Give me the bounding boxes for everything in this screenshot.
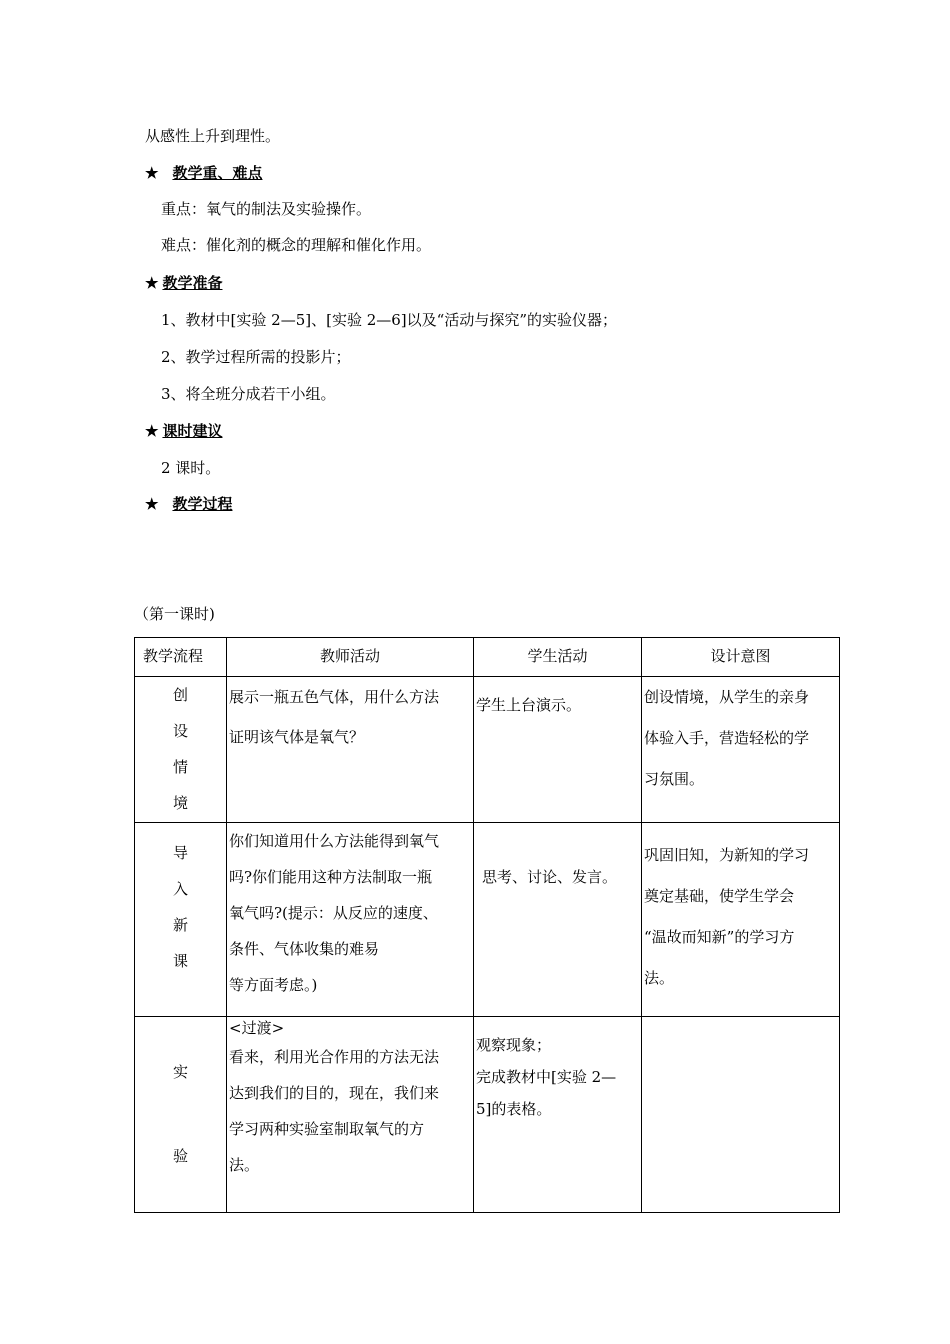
teaching-flow-table — [134, 637, 840, 1213]
header-cell-student: 学生活动 — [474, 638, 642, 677]
cell-line: 你们知道用什么方法能得到氧气 — [229, 832, 440, 850]
cell-line: 体验入手，营造轻松的学 — [644, 729, 810, 747]
section-heading-key-points — [145, 163, 262, 183]
cell-line: 展示一瓶五色气体，用什么方法 — [229, 688, 440, 706]
star-icon: ★ — [145, 495, 159, 513]
stage-char: 验 — [172, 1147, 188, 1165]
stage-char: 导 — [172, 844, 188, 862]
cell-line: 观察现象； — [476, 1036, 552, 1054]
student-activity-cell — [474, 677, 642, 823]
stage-char: 情 — [172, 758, 188, 776]
section-title: 教学重、难点 — [172, 164, 263, 182]
table-row — [135, 1017, 840, 1213]
section-title: 教学过程 — [172, 495, 233, 513]
stage-char: 新 — [172, 916, 188, 934]
cell-line: 氧气吗?(提示：从反应的速度、 — [229, 904, 438, 922]
stage-char: 入 — [172, 880, 188, 898]
section-title: 教学准备 — [162, 274, 223, 292]
student-activity-cell — [474, 1017, 642, 1213]
cell-line: 学习两种实验室制取氧气的方 — [229, 1120, 425, 1138]
cell-line: 奠定基础，使学生学会 — [644, 887, 795, 905]
design-intent-cell — [642, 1017, 840, 1213]
header-cell-flow: 教学流程 — [135, 638, 227, 677]
stage-char: 境 — [172, 794, 188, 812]
cell-line: 法。 — [644, 969, 675, 987]
cell-line: 思考、讨论、发言。 — [482, 868, 618, 886]
table-header-row — [135, 638, 840, 677]
cell-line: 学生上台演示。 — [476, 696, 582, 714]
teacher-activity-cell — [227, 677, 474, 823]
difficulty-text: 难点：催化剂的概念的理解和催化作用。 — [161, 236, 432, 254]
cell-line: 法。 — [229, 1156, 260, 1174]
cell-line: 看来，利用光合作用的方法无法 — [229, 1048, 440, 1066]
stage-char: 课 — [172, 952, 188, 970]
cell-line: “温故而知新”的学习方 — [644, 928, 795, 946]
student-activity-cell — [474, 823, 642, 1017]
table-row — [135, 823, 840, 1017]
prep-item: 1、教材中[实验 2—5]、[实验 2—6]以及“活动与探究”的实验仪器； — [161, 311, 618, 329]
stage-cell — [135, 823, 227, 1017]
teacher-activity-cell — [227, 1017, 474, 1213]
stage-char: 创 — [172, 686, 188, 704]
cell-line: 巩固旧知，为新知的学习 — [644, 846, 810, 864]
star-icon: ★ — [145, 274, 159, 292]
cell-line: 条件、气体收集的难易 — [229, 940, 380, 958]
prep-item: 3、将全班分成若干小组。 — [161, 385, 336, 403]
lesson-label: （第一课时) — [134, 605, 215, 623]
stage-cell — [135, 677, 227, 823]
cell-line: 等方面考虑。) — [229, 976, 318, 994]
design-intent-cell — [642, 677, 840, 823]
cell-line: 习氛围。 — [644, 770, 705, 788]
prep-item: 2、教学过程所需的投影片； — [161, 348, 351, 366]
stage-cell — [135, 1017, 227, 1213]
focus-text: 重点：氧气的制法及实验操作。 — [161, 200, 372, 218]
section-heading-process — [145, 494, 232, 514]
stage-char: 实 — [172, 1063, 188, 1081]
cell-line: 证明该气体是氧气？ — [229, 728, 365, 746]
teacher-activity-cell — [227, 823, 474, 1017]
section-title: 课时建议 — [162, 422, 223, 440]
stage-char: 设 — [172, 722, 188, 740]
design-intent-cell — [642, 823, 840, 1017]
header-cell-teacher: 教师活动 — [227, 638, 474, 677]
table-row — [135, 677, 840, 823]
star-icon: ★ — [145, 164, 159, 182]
section-heading-hours — [145, 421, 222, 441]
cell-line: <过渡> — [229, 1019, 285, 1037]
cell-line: 完成教材中[实验 2— — [476, 1068, 617, 1086]
header-cell-intent: 设计意图 — [642, 638, 840, 677]
cell-line: 达到我们的目的，现在，我们来 — [229, 1084, 440, 1102]
intro-line: 从感性上升到理性。 — [145, 127, 281, 145]
star-icon: ★ — [145, 422, 159, 440]
cell-line: 创设情境，从学生的亲身 — [644, 688, 810, 706]
cell-line: 吗?你们能用这种方法制取一瓶 — [229, 868, 433, 886]
stage-spacer — [135, 1093, 226, 1135]
hours-value: 2 课时。 — [161, 459, 221, 477]
section-heading-preparation — [145, 273, 222, 293]
cell-line: 5]的表格。 — [476, 1100, 552, 1118]
